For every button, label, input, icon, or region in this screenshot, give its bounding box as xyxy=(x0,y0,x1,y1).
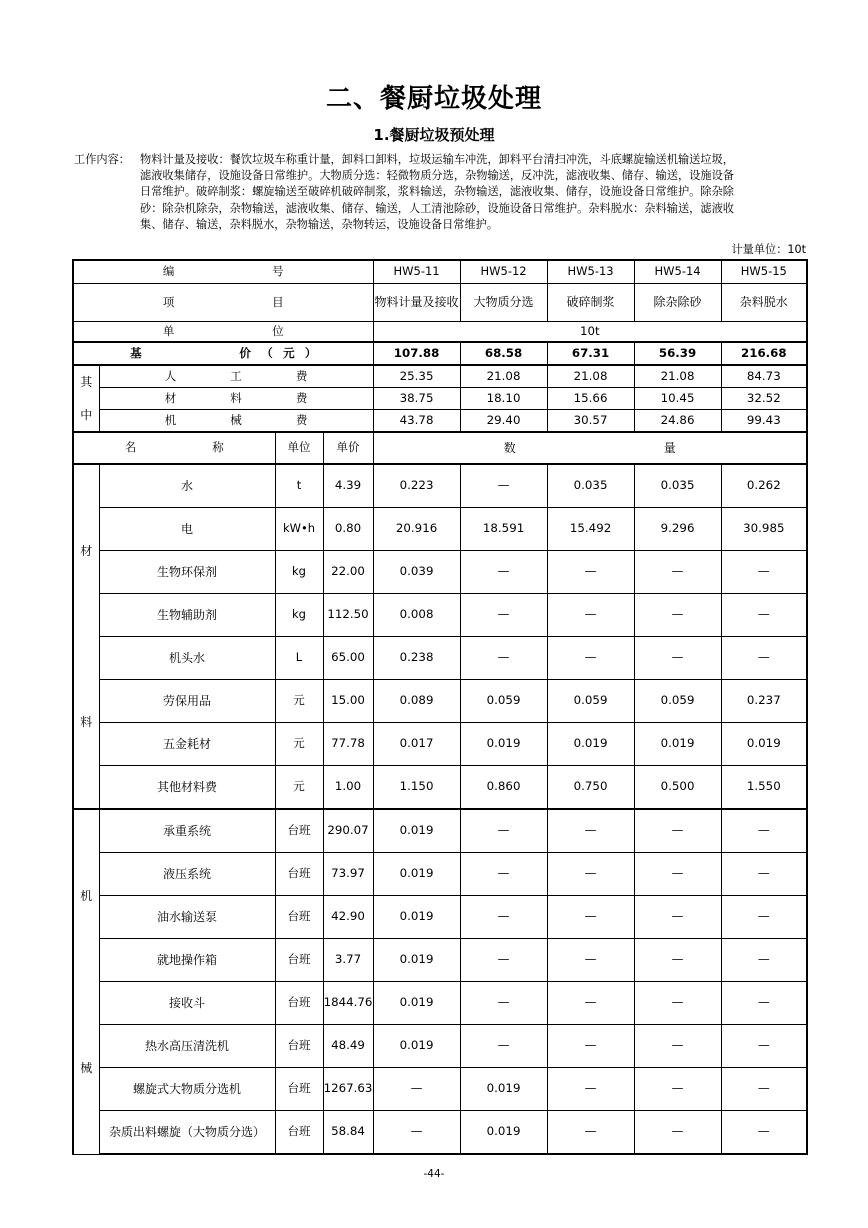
material-qty-7-3: 0.500 xyxy=(634,766,721,810)
project-cell-2: 破碎制浆 xyxy=(547,284,634,322)
machine-qty-0-2: — xyxy=(547,809,634,853)
table-row-project xyxy=(73,284,807,322)
material-qty-2-0: 0.039 xyxy=(373,551,460,594)
machine-qty-1-3: — xyxy=(634,853,721,896)
material-qty-2-1: — xyxy=(460,551,547,594)
table-row xyxy=(73,982,807,1025)
material-qty-0-4: 0.262 xyxy=(721,464,807,508)
material-qty-4-0: 0.238 xyxy=(373,637,460,680)
material-price-6: 77.78 xyxy=(323,723,373,766)
table-row xyxy=(73,680,807,723)
machine-price-0: 290.07 xyxy=(323,809,373,853)
label-of-which xyxy=(73,365,99,432)
machine-unit-7: 台班 xyxy=(275,1111,323,1155)
label-project: 项 目 xyxy=(73,284,373,322)
label-material-section xyxy=(73,464,99,809)
material-qty-7-4: 1.550 xyxy=(721,766,807,810)
machine-price-4: 1844.76 xyxy=(323,982,373,1025)
material-name-5: 劳保用品 xyxy=(99,680,275,723)
label-unit-column: 单位 xyxy=(275,432,323,464)
machine-qty-5-3: — xyxy=(634,1025,721,1068)
material-qty-6-1: 0.019 xyxy=(460,723,547,766)
table-row xyxy=(73,723,807,766)
project-cell-4: 杂料脱水 xyxy=(721,284,807,322)
material-unit-4: L xyxy=(275,637,323,680)
machine-qty-4-4: — xyxy=(721,982,807,1025)
material-qty-6-4: 0.019 xyxy=(721,723,807,766)
machine-unit-4: 台班 xyxy=(275,982,323,1025)
label-unit: 单 位 xyxy=(73,322,373,343)
material-name-6: 五金耗材 xyxy=(99,723,275,766)
code-cell-0: HW5-11 xyxy=(373,260,460,284)
material-qty-6-2: 0.019 xyxy=(547,723,634,766)
material-unit-3: kg xyxy=(275,594,323,637)
labor-1: 21.08 xyxy=(460,365,547,388)
machine-qty-4-0: 0.019 xyxy=(373,982,460,1025)
material-qty-3-4: — xyxy=(721,594,807,637)
material-qty-0-0: 0.223 xyxy=(373,464,460,508)
material-price-7: 1.00 xyxy=(323,766,373,810)
machine-cost-0: 43.78 xyxy=(373,410,460,433)
material-unit-7: 元 xyxy=(275,766,323,810)
material-qty-7-0: 1.150 xyxy=(373,766,460,810)
project-cell-3: 除杂除砂 xyxy=(634,284,721,322)
table-row-unit xyxy=(73,322,807,343)
table-row-material-cost xyxy=(73,388,807,410)
material-qty-4-2: — xyxy=(547,637,634,680)
material-qty-0-2: 0.035 xyxy=(547,464,634,508)
unit-value: 10t xyxy=(373,322,807,343)
machine-qty-4-2: — xyxy=(547,982,634,1025)
base-price-0: 107.88 xyxy=(373,342,460,365)
material-qty-5-0: 0.089 xyxy=(373,680,460,723)
code-cell-1: HW5-12 xyxy=(460,260,547,284)
machine-qty-3-3: — xyxy=(634,939,721,982)
labor-0: 25.35 xyxy=(373,365,460,388)
machine-qty-0-3: — xyxy=(634,809,721,853)
project-cell-1: 大物质分选 xyxy=(460,284,547,322)
table-row xyxy=(73,809,807,853)
table-row-machine-cost xyxy=(73,410,807,433)
table-row xyxy=(73,1025,807,1068)
machine-qty-1-4: — xyxy=(721,853,807,896)
material-qty-5-1: 0.059 xyxy=(460,680,547,723)
table-row xyxy=(73,637,807,680)
material-qty-1-1: 18.591 xyxy=(460,508,547,551)
machine-price-5: 48.49 xyxy=(323,1025,373,1068)
machine-price-6: 1267.63 xyxy=(323,1068,373,1111)
table-row xyxy=(73,464,807,508)
material-qty-1-4: 30.985 xyxy=(721,508,807,551)
machine-qty-7-3: — xyxy=(634,1111,721,1155)
label-code: 编 号 xyxy=(73,260,373,284)
label-labor-cost: 人 工 费 xyxy=(99,365,373,388)
material-qty-3-2: — xyxy=(547,594,634,637)
table-row xyxy=(73,939,807,982)
material-qty-1-2: 15.492 xyxy=(547,508,634,551)
machine-qty-0-4: — xyxy=(721,809,807,853)
material-unit-1: kW•h xyxy=(275,508,323,551)
label-machine-section xyxy=(73,809,99,1154)
machine-qty-3-4: — xyxy=(721,939,807,982)
quota-table xyxy=(72,259,808,1155)
work-content-label: 工作内容： xyxy=(74,153,130,166)
measurement-unit-label: 计量单位：10t xyxy=(731,243,806,256)
material-qty-0-1: — xyxy=(460,464,547,508)
machine-unit-0: 台班 xyxy=(275,809,323,853)
material-qty-5-4: 0.237 xyxy=(721,680,807,723)
material-price-0: 4.39 xyxy=(323,464,373,508)
machine-qty-0-0: 0.019 xyxy=(373,809,460,853)
machine-qty-5-0: 0.019 xyxy=(373,1025,460,1068)
machine-cost-2: 30.57 xyxy=(547,410,634,433)
labor-4: 84.73 xyxy=(721,365,807,388)
table-row-code xyxy=(73,260,807,284)
material-unit-0: t xyxy=(275,464,323,508)
machine-qty-3-2: — xyxy=(547,939,634,982)
material-unit-2: kg xyxy=(275,551,323,594)
material-qty-6-3: 0.019 xyxy=(634,723,721,766)
machine-qty-2-3: — xyxy=(634,896,721,939)
of-which-char-1: 其 xyxy=(80,375,93,390)
machine-qty-7-1: 0.019 xyxy=(460,1111,547,1155)
quantity-head-char-2: 量 xyxy=(663,440,676,455)
material-qty-1-0: 20.916 xyxy=(373,508,460,551)
machine-cost-4: 99.43 xyxy=(721,410,807,433)
machine-qty-4-3: — xyxy=(634,982,721,1025)
material-qty-2-3: — xyxy=(634,551,721,594)
material-unit-5: 元 xyxy=(275,680,323,723)
material-qty-3-1: — xyxy=(460,594,547,637)
machine-unit-1: 台班 xyxy=(275,853,323,896)
machine-qty-6-0: — xyxy=(373,1068,460,1111)
material-cost-3: 10.45 xyxy=(634,388,721,410)
machine-qty-7-4: — xyxy=(721,1111,807,1155)
machine-unit-5: 台班 xyxy=(275,1025,323,1068)
machine-qty-6-3: — xyxy=(634,1068,721,1111)
machine-section-char-2: 械 xyxy=(80,1060,93,1075)
machine-qty-7-2: — xyxy=(547,1111,634,1155)
machine-price-3: 3.77 xyxy=(323,939,373,982)
machine-name-3: 就地操作箱 xyxy=(99,939,275,982)
table-row-labor-cost xyxy=(73,365,807,388)
table-row xyxy=(73,1068,807,1111)
machine-qty-6-2: — xyxy=(547,1068,634,1111)
code-cell-2: HW5-13 xyxy=(547,260,634,284)
material-name-1: 电 xyxy=(99,508,275,551)
machine-qty-6-4: — xyxy=(721,1068,807,1111)
material-unit-6: 元 xyxy=(275,723,323,766)
of-which-char-2: 中 xyxy=(80,407,93,422)
material-name-0: 水 xyxy=(99,464,275,508)
table-row xyxy=(73,594,807,637)
material-qty-0-3: 0.035 xyxy=(634,464,721,508)
machine-qty-3-1: — xyxy=(460,939,547,982)
material-qty-3-0: 0.008 xyxy=(373,594,460,637)
machine-unit-6: 台班 xyxy=(275,1068,323,1111)
label-price-column: 单价 xyxy=(323,432,373,464)
material-qty-4-3: — xyxy=(634,637,721,680)
base-price-2: 67.31 xyxy=(547,342,634,365)
machine-name-5: 热水高压清洗机 xyxy=(99,1025,275,1068)
table-row xyxy=(73,766,807,810)
material-cost-0: 38.75 xyxy=(373,388,460,410)
label-base-price: 基 价（元） xyxy=(73,342,373,365)
material-section-char-2: 料 xyxy=(80,715,93,730)
material-price-1: 0.80 xyxy=(323,508,373,551)
material-price-5: 15.00 xyxy=(323,680,373,723)
machine-name-0: 承重系统 xyxy=(99,809,275,853)
machine-qty-5-4: — xyxy=(721,1025,807,1068)
material-qty-7-1: 0.860 xyxy=(460,766,547,810)
base-price-1: 68.58 xyxy=(460,342,547,365)
machine-qty-2-4: — xyxy=(721,896,807,939)
material-qty-5-3: 0.059 xyxy=(634,680,721,723)
machine-qty-5-2: — xyxy=(547,1025,634,1068)
material-price-4: 65.00 xyxy=(323,637,373,680)
machine-name-2: 油水输送泵 xyxy=(99,896,275,939)
page-number: -44- xyxy=(423,1168,445,1180)
material-qty-2-4: — xyxy=(721,551,807,594)
table-row xyxy=(73,896,807,939)
machine-qty-2-2: — xyxy=(547,896,634,939)
machine-name-4: 接收斗 xyxy=(99,982,275,1025)
machine-name-6: 螺旋式大物质分选机 xyxy=(99,1068,275,1111)
table-row xyxy=(73,551,807,594)
material-qty-4-4: — xyxy=(721,637,807,680)
table-row xyxy=(73,1111,807,1155)
machine-cost-1: 29.40 xyxy=(460,410,547,433)
material-qty-1-3: 9.296 xyxy=(634,508,721,551)
machine-qty-2-1: — xyxy=(460,896,547,939)
machine-unit-2: 台班 xyxy=(275,896,323,939)
material-name-2: 生物环保剂 xyxy=(99,551,275,594)
project-cell-0: 物料计量及接收 xyxy=(373,284,460,322)
table-row xyxy=(73,508,807,551)
machine-cost-3: 24.86 xyxy=(634,410,721,433)
machine-price-2: 42.90 xyxy=(323,896,373,939)
labor-2: 21.08 xyxy=(547,365,634,388)
material-qty-2-2: — xyxy=(547,551,634,594)
label-material-cost: 材 料 费 xyxy=(99,388,373,410)
machine-qty-1-0: 0.019 xyxy=(373,853,460,896)
page-title: 二、餐厨垃圾处理 xyxy=(325,84,542,114)
material-qty-3-3: — xyxy=(634,594,721,637)
label-machine-cost: 机 械 费 xyxy=(99,410,373,433)
machine-section-char-1: 机 xyxy=(80,888,93,903)
machine-qty-0-1: — xyxy=(460,809,547,853)
page-subtitle: 1.餐厨垃圾预处理 xyxy=(373,126,495,144)
work-content-text: 物料计量及接收：餐饮垃圾车称重计量，卸料口卸料，垃圾运输车冲洗，卸料平台清扫冲洗，斗底螺旋输送机输送垃圾，滤液收集储存，设施设备日常维护。大物质分选：轻微物质分选，杂物输送，反冲洗，滤液收集、储存、输送，设施设备日常维护。破碎制浆：螺旋输送至破碎机破碎制浆，浆料输送，杂物输送，滤液收集、储存，设施设备日常维护。除杂除砂：除杂机除杂，杂物输送，滤液收集、储存、输送，人工清池除砂，设施设备日常维护。杂料脱水：杂料输送，滤液收集、储存、输送，杂料脱水，杂物输送，杂物转运，设施设备日常维护。 xyxy=(140,153,734,231)
machine-qty-6-1: 0.019 xyxy=(460,1068,547,1111)
material-cost-1: 18.10 xyxy=(460,388,547,410)
machine-qty-4-1: — xyxy=(460,982,547,1025)
material-cost-2: 15.66 xyxy=(547,388,634,410)
material-name-4: 机头水 xyxy=(99,637,275,680)
table-row xyxy=(73,853,807,896)
machine-qty-2-0: 0.019 xyxy=(373,896,460,939)
base-price-4: 216.68 xyxy=(721,342,807,365)
table-row-column-headers xyxy=(73,432,807,464)
machine-qty-7-0: — xyxy=(373,1111,460,1155)
label-quantity-column xyxy=(373,432,807,464)
code-cell-3: HW5-14 xyxy=(634,260,721,284)
material-price-2: 22.00 xyxy=(323,551,373,594)
machine-unit-3: 台班 xyxy=(275,939,323,982)
machine-name-1: 液压系统 xyxy=(99,853,275,896)
work-content-block xyxy=(74,152,734,233)
machine-qty-5-1: — xyxy=(460,1025,547,1068)
material-price-3: 112.50 xyxy=(323,594,373,637)
machine-price-7: 58.84 xyxy=(323,1111,373,1155)
material-qty-4-1: — xyxy=(460,637,547,680)
quantity-head-char-1: 数 xyxy=(503,440,516,455)
material-section-char-1: 材 xyxy=(80,543,93,558)
material-name-7: 其他材料费 xyxy=(99,766,275,810)
labor-3: 21.08 xyxy=(634,365,721,388)
machine-qty-1-1: — xyxy=(460,853,547,896)
machine-price-1: 73.97 xyxy=(323,853,373,896)
machine-qty-3-0: 0.019 xyxy=(373,939,460,982)
material-qty-6-0: 0.017 xyxy=(373,723,460,766)
material-cost-4: 32.52 xyxy=(721,388,807,410)
material-qty-5-2: 0.059 xyxy=(547,680,634,723)
machine-name-7: 杂质出料螺旋（大物质分选） xyxy=(99,1111,275,1155)
label-name-column: 名 称 xyxy=(73,432,275,464)
code-cell-4: HW5-15 xyxy=(721,260,807,284)
base-price-3: 56.39 xyxy=(634,342,721,365)
material-qty-7-2: 0.750 xyxy=(547,766,634,810)
table-row-base-price xyxy=(73,342,807,365)
material-name-3: 生物辅助剂 xyxy=(99,594,275,637)
machine-qty-1-2: — xyxy=(547,853,634,896)
